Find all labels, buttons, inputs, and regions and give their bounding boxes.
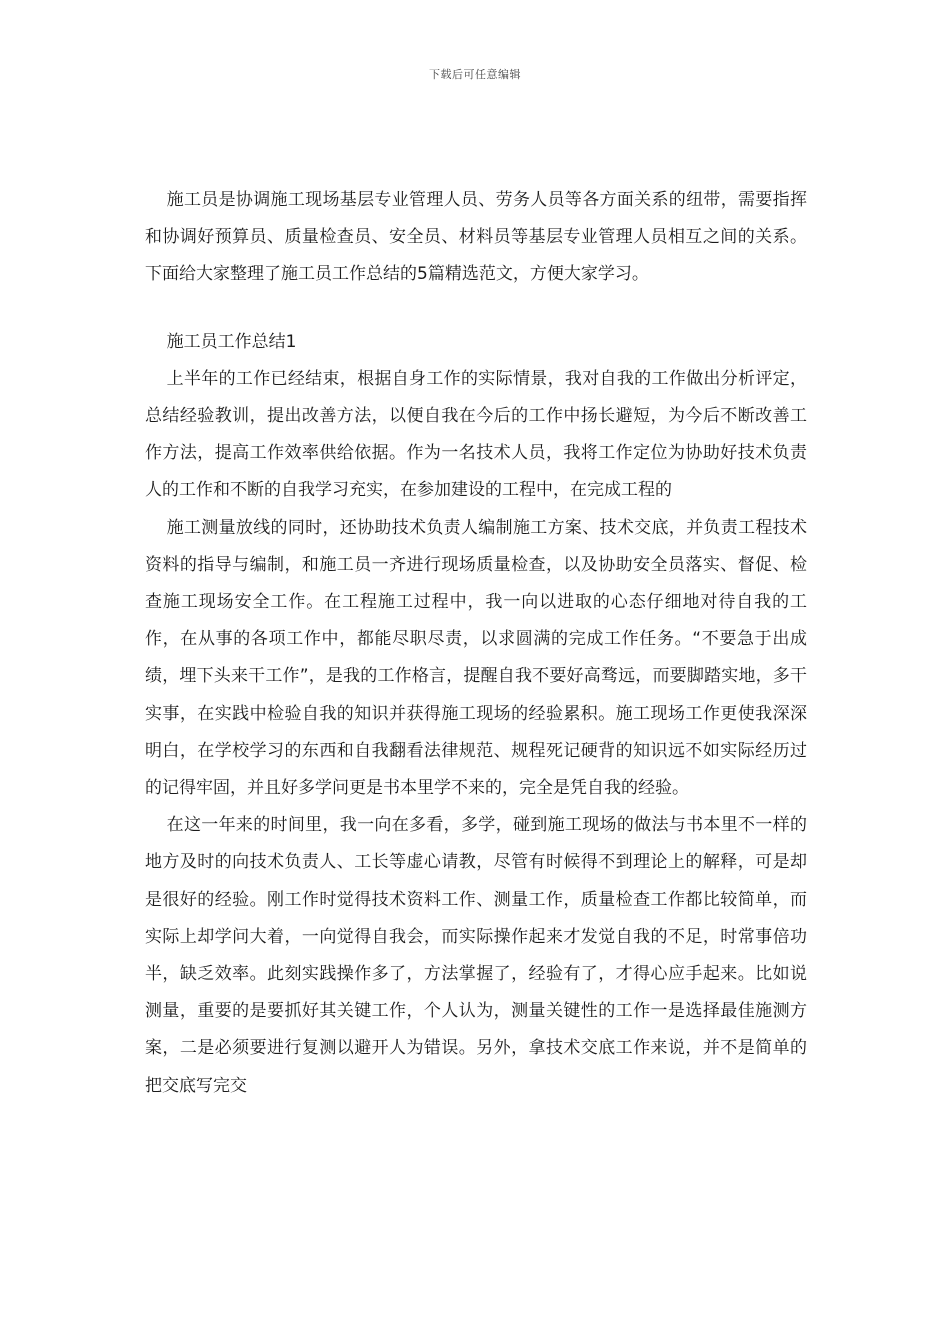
body-paragraph-2: 施工测量放线的同时，还协助技术负责人编制施工方案、技术交底，并负责工程技术资料的指导与编制，和施工员一齐进行现场质量检查，以及协助安全员落实、督促、检查施工现场安全工作。在工程施工过程中，我一向以进取的心态仔细地对待自我的工作，在从事的各项工作中，都能尽职尽责，以求圆满的完成工作任务。“不要急于出成绩，埋下头来干工作”，是我的工作格言，提醒自我不要好高骛远，而要脚踏实地，多干实事，在实践中检验自我的知识并获得施工现场的经验累积。施工现场工作更使我深深明白，在学校学习的东西和自我翻看法律规范、规程死记硬背的知识远不如实际经历过的记得牢固，并且好多学问更是书本里学不来的，完全是凭自我的经验。	[145, 517, 807, 799]
body-paragraph-1: 上半年的工作已经结束，根据自身工作的实际情景，我对自我的工作做出分析评定，总结经验教训，提出改善方法，以便自我在今后的工作中扬长避短，为今后不断改善工作方法，提高工作效率供给依据。作为一名技术人员，我将工作定位为协助好技术负责人的工作和不断的自我学习充实，在参加建设的工程中，在完成工程的	[145, 368, 807, 501]
page-header-note: 下载后可任意编辑	[429, 68, 521, 81]
body-paragraph-3: 在这一年来的时间里，我一向在多看，多学，碰到施工现场的做法与书本里不一样的地方及时的向技术负责人、工长等虚心请教，尽管有时候得不到理论上的解释，可是却是很好的经验。刚工作时觉得技术资料工作、测量工作，质量检查工作都比较简单，而实际上却学问大着，一向觉得自我会，而实际操作起来才发觉自我的不足，时常事倍功半，缺乏效率。此刻实践操作多了，方法掌握了，经验有了，才得心应手起来。比如说测量，重要的是要抓好其关键工作，个人认为，测量关键性的工作一是选择最佳施测方案，二是必须要进行复测以避开人为错误。另外，拿技术交底工作来说，并不是简单的把交底写完交	[145, 815, 807, 1096]
document-body	[145, 182, 807, 1105]
intro-paragraph: 施工员是协调施工现场基层专业管理人员、劳务人员等各方面关系的纽带，需要指挥和协调好预算员、质量检查员、安全员、材料员等基层专业管理人员相互之间的关系。下面给大家整理了施工员工作总结的5篇精选范文，方便大家学习。	[145, 190, 807, 285]
section-title: 施工员工作总结1	[166, 331, 297, 352]
